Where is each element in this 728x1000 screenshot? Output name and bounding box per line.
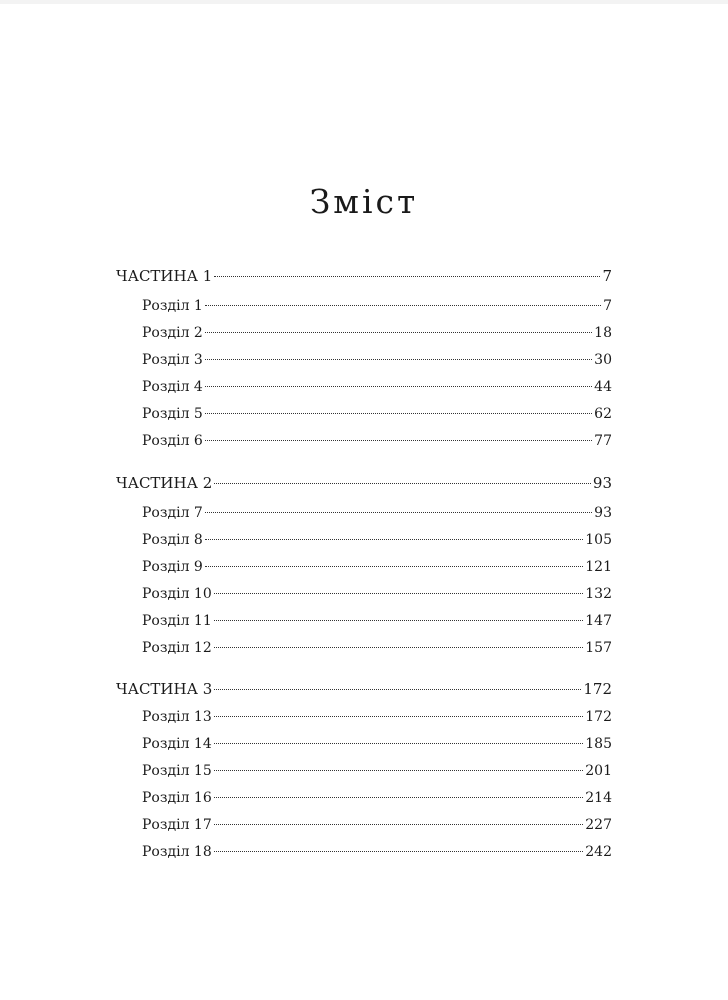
toc-chapter-label: Розділ 15 [142,763,212,779]
toc-part-label: ЧАСТИНА 1 [116,267,213,285]
toc-page-number: 157 [585,640,612,656]
dot-leader [205,386,592,387]
toc-chapter-label: Розділ 1 [142,298,203,314]
toc-part-3[interactable] [116,679,612,699]
toc-page-number: 62 [594,406,612,422]
toc-page-number: 18 [594,325,612,341]
dot-leader [205,566,583,567]
dot-leader [214,593,584,594]
dot-leader [205,539,583,540]
toc-chapter-14[interactable] [142,734,612,754]
dot-leader [205,512,592,513]
dot-leader [205,332,592,333]
toc-chapter-8[interactable] [142,530,612,550]
toc-page-number: 105 [585,532,612,548]
toc-page-number: 44 [594,379,612,395]
dot-leader [214,770,584,771]
toc-chapter-label: Розділ 5 [142,406,203,422]
dot-leader [214,647,584,648]
toc-page-number: 30 [594,352,612,368]
dot-leader [214,851,584,852]
toc-page-number: 7 [603,298,612,314]
toc-page-number: 93 [592,474,612,492]
toc-page-number: 201 [585,763,612,779]
dot-leader [205,359,592,360]
toc-chapter-label: Розділ 14 [142,736,212,752]
toc-chapter-label: Розділ 6 [142,433,203,449]
toc-page-number: 93 [594,505,612,521]
toc-page-number: 77 [594,433,612,449]
toc-chapter-label: Розділ 16 [142,790,212,806]
toc-chapter-label: Розділ 2 [142,325,203,341]
page-top-edge [0,0,728,4]
toc-chapter-4[interactable] [142,377,612,397]
dot-leader [205,413,592,414]
toc-chapter-11[interactable] [142,611,612,631]
toc-chapter-13[interactable] [142,707,612,727]
dot-leader [214,824,584,825]
toc-page-number: 7 [602,267,612,285]
dot-leader [214,689,581,690]
toc-chapter-7[interactable] [142,503,612,523]
dot-leader [214,743,584,744]
toc-chapter-2[interactable] [142,323,612,343]
page-title: Зміст [309,182,419,221]
toc-part-label: ЧАСТИНА 3 [116,680,213,698]
toc-chapter-label: Розділ 11 [142,613,212,629]
toc-chapter-12[interactable] [142,638,612,658]
toc-chapter-label: Розділ 8 [142,532,203,548]
toc-chapter-16[interactable] [142,788,612,808]
dot-leader [214,276,600,277]
toc-chapter-6[interactable] [142,431,612,451]
toc-chapter-label: Розділ 10 [142,586,212,602]
toc-page-number: 121 [585,559,612,575]
toc-page-number: 185 [585,736,612,752]
toc-chapter-label: Розділ 4 [142,379,203,395]
toc-chapter-18[interactable] [142,842,612,862]
toc-page-number: 214 [585,790,612,806]
dot-leader [214,797,584,798]
toc-chapter-label: Розділ 17 [142,817,212,833]
toc-page-number: 172 [585,709,612,725]
toc-part-1[interactable] [116,266,612,286]
toc-page-number: 242 [585,844,612,860]
toc-chapter-1[interactable] [142,296,612,316]
dot-leader [205,440,592,441]
toc-chapter-9[interactable] [142,557,612,577]
toc-page-number: 227 [585,817,612,833]
toc-page-number: 172 [583,680,612,698]
toc-chapter-10[interactable] [142,584,612,604]
toc-page-number: 147 [585,613,612,629]
toc-part-label: ЧАСТИНА 2 [116,474,213,492]
dot-leader [214,483,591,484]
toc-chapter-15[interactable] [142,761,612,781]
toc-chapter-label: Розділ 12 [142,640,212,656]
dot-leader [214,716,584,717]
toc-chapter-label: Розділ 7 [142,505,203,521]
toc-chapter-17[interactable] [142,815,612,835]
toc-chapter-label: Розділ 9 [142,559,203,575]
toc-page-number: 132 [585,586,612,602]
toc-chapter-label: Розділ 13 [142,709,212,725]
toc-chapter-3[interactable] [142,350,612,370]
toc-part-2[interactable] [116,473,612,493]
toc-chapter-5[interactable] [142,404,612,424]
toc-chapter-label: Розділ 18 [142,844,212,860]
dot-leader [205,305,601,306]
dot-leader [214,620,584,621]
toc-chapter-label: Розділ 3 [142,352,203,368]
